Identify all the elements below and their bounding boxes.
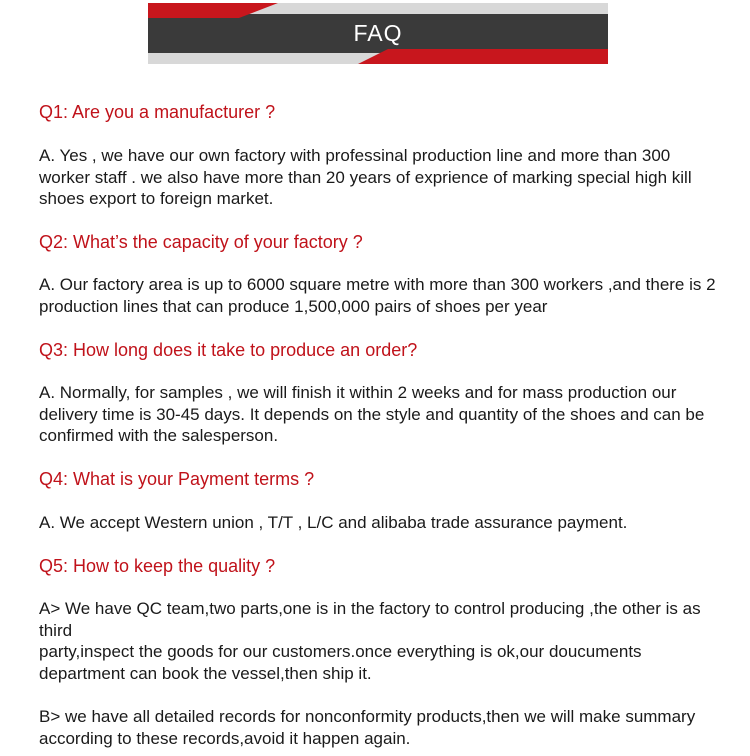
faq-item-5: [39, 555, 719, 577]
faq-question: Q4: What is your Payment terms ?: [39, 469, 315, 489]
faq-answer-2: [39, 274, 724, 317]
faq-answer-5: [39, 598, 714, 641]
faq-answer-text: A> We have QC team,two parts,one is in the factory to control producing ,the other is as third: [39, 599, 701, 640]
faq-answer-text: A. We accept Western union , T/T , L/C and alibaba trade assurance payment.: [39, 513, 628, 532]
faq-item-3: [39, 339, 719, 361]
page-title: FAQ: [353, 20, 403, 46]
faq-answer-text: party,inspect the goods for our customers.once everything is ok,our doucuments department can book the vessel,then ship it.: [39, 642, 642, 683]
faq-item-2: [39, 231, 719, 253]
faq-question: Q1: Are you a manufacturer ?: [39, 102, 276, 122]
faq-answer-1: [39, 145, 719, 210]
faq-answer-text: A. Yes , we have our own factory with professinal production line and more than 300 worker staff . we also have more than 20 years of exprience of marking special high kill shoes export to foreign market.: [39, 146, 692, 208]
faq-answer-5-continued: [39, 641, 724, 684]
faq-question: Q5: How to keep the quality ?: [39, 556, 276, 576]
faq-question: Q3: How long does it take to produce an order?: [39, 340, 418, 360]
faq-answer-5-b: [39, 706, 719, 749]
faq-answer-4: [39, 512, 724, 534]
faq-question: Q2: What’s the capacity of your factory ?: [39, 232, 363, 252]
faq-answer-text: A. Normally, for samples , we will finish it within 2 weeks and for mass production our delivery time is 30-45 days. It depends on the style and quantity of the shoes and can be confirmed with the salesperson.: [39, 383, 705, 445]
faq-item-4: [39, 468, 719, 490]
faq-answer-3: [39, 382, 724, 447]
faq-item-1: [39, 101, 719, 123]
faq-answer-text: B> we have all detailed records for nonconformity products,then we will make summary according to these records,avoid it happen again.: [39, 707, 696, 748]
faq-answer-text: A. Our factory area is up to 6000 square metre with more than 300 workers ,and there is 2 production lines that can produce 1,500,000 pairs of shoes per year: [39, 275, 716, 316]
